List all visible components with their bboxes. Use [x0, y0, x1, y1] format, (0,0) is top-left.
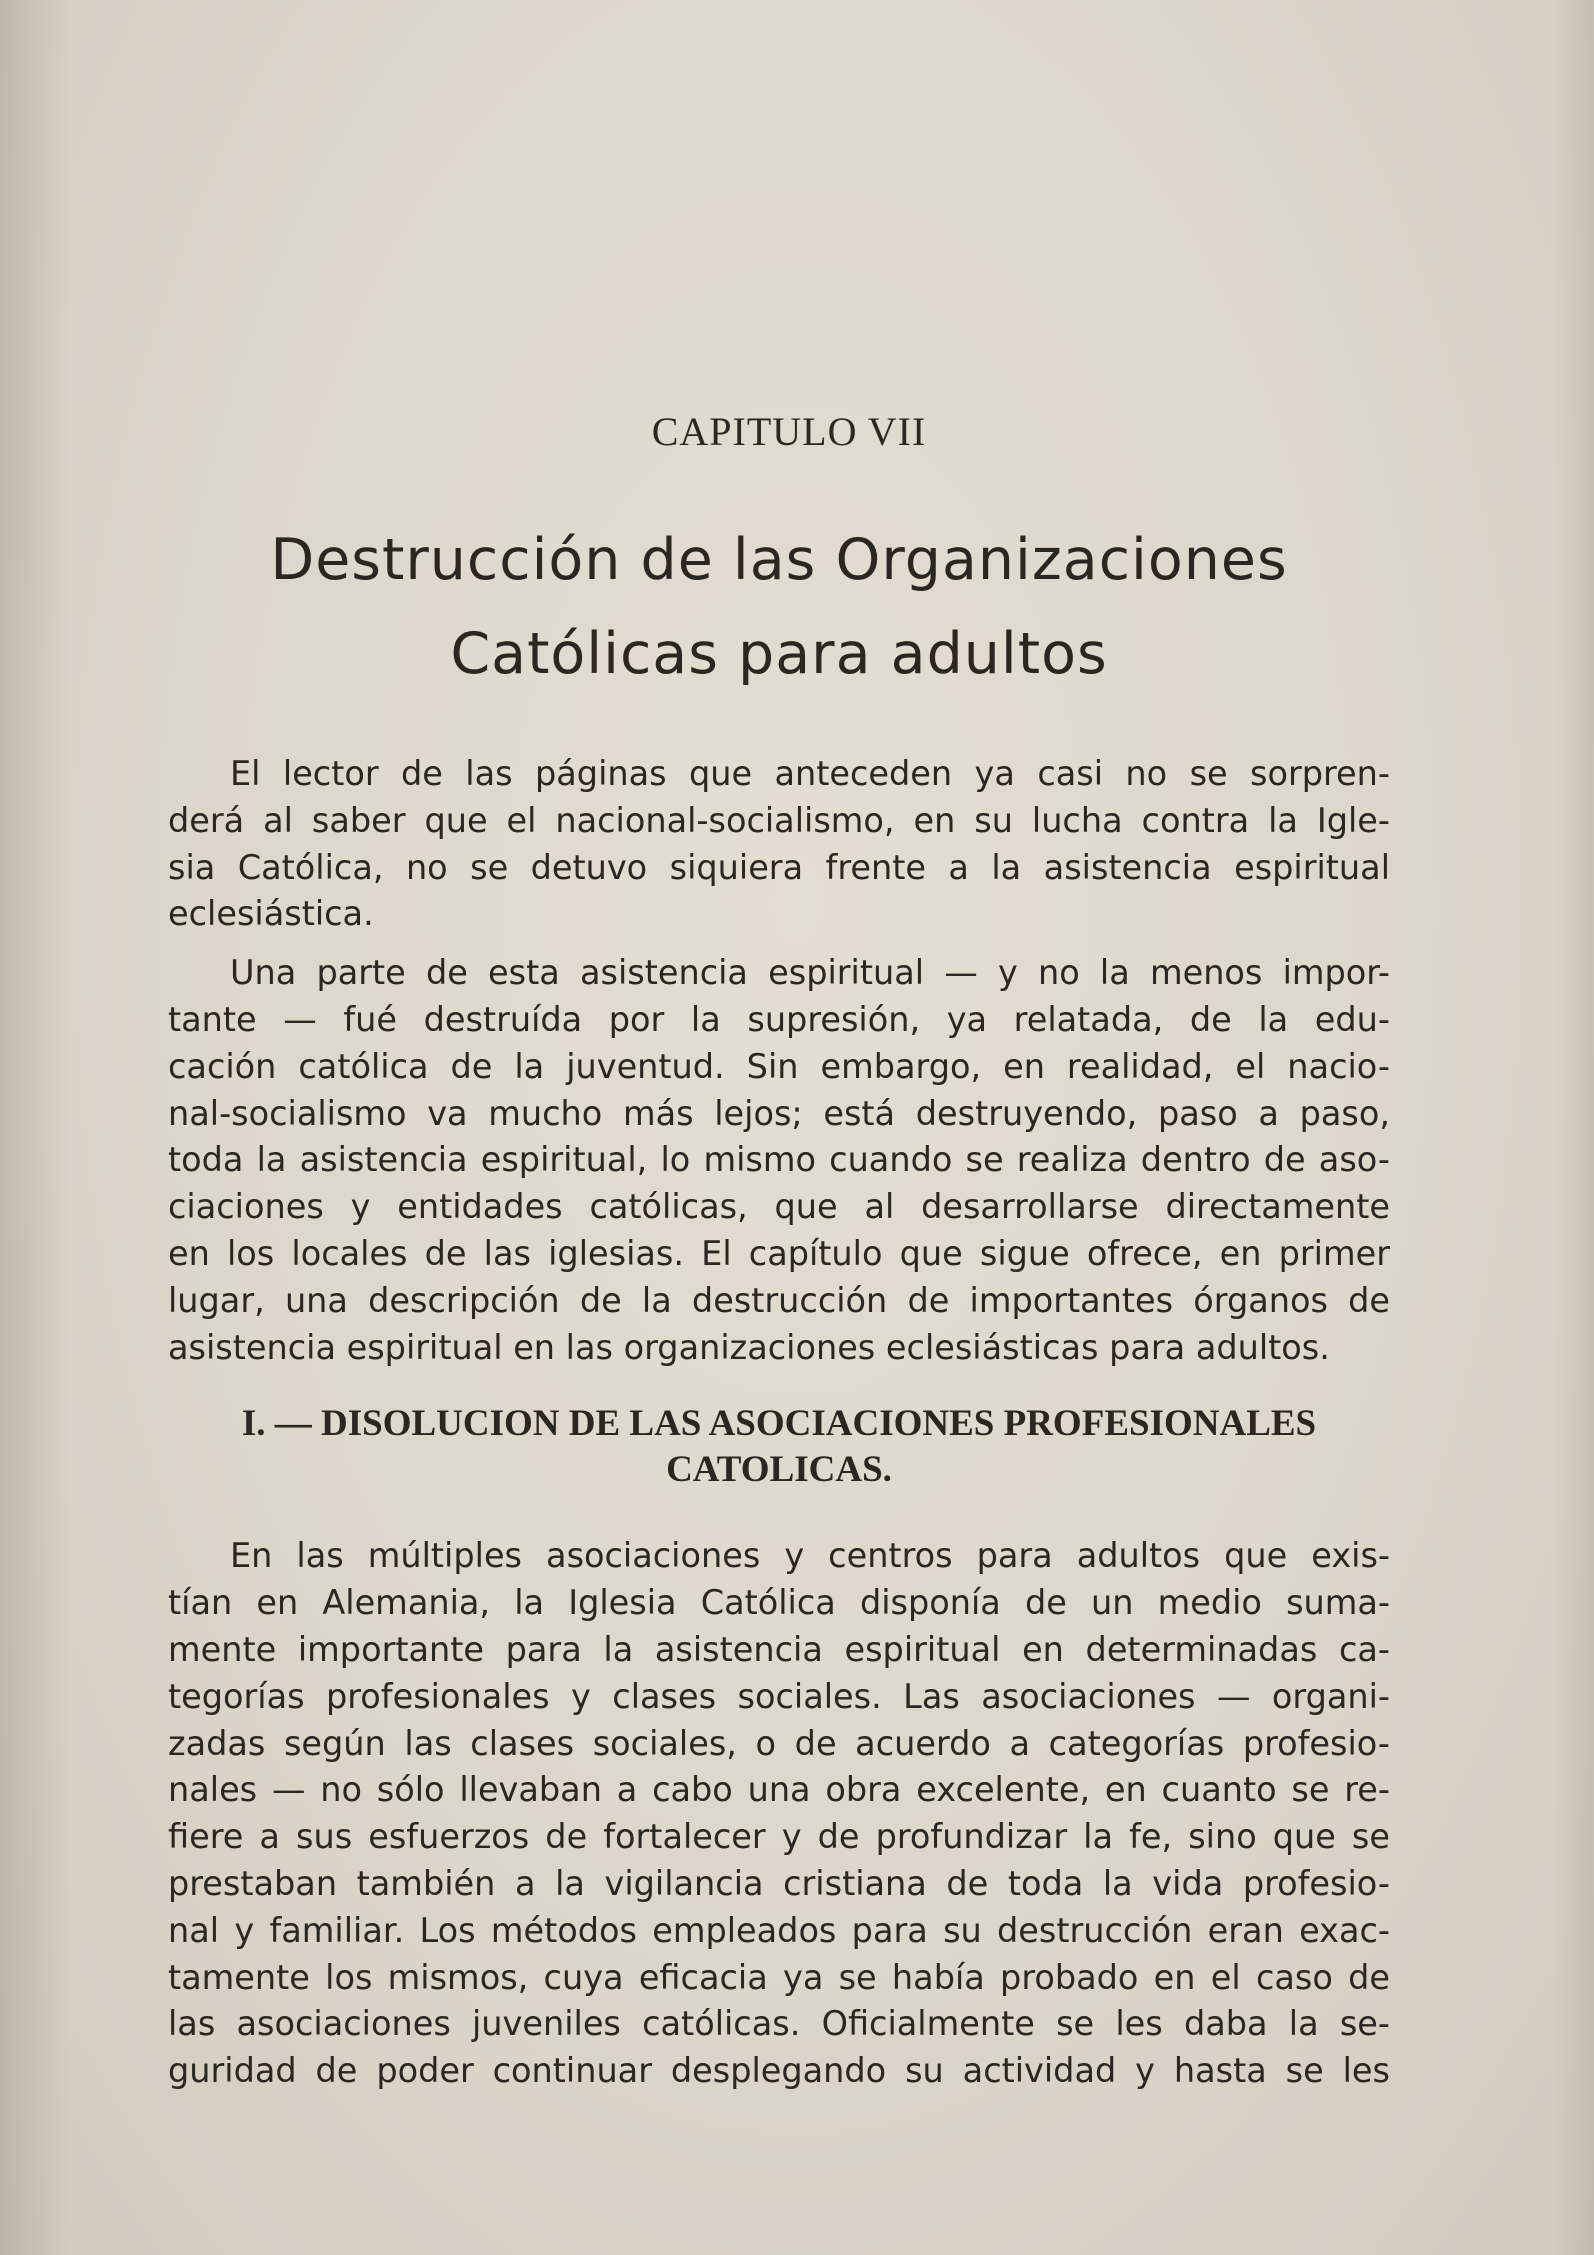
paragraph-3-line: tamente los mismos, cuya eficacia ya se había probado en el caso de	[168, 1957, 1390, 1997]
paragraph-3-line: guridad de poder continuar desplegando su actividad y hasta se les	[168, 2051, 1390, 2091]
paragraph-3-line: mente importante para la asistencia espiritual en determinadas ca-	[168, 1629, 1390, 1669]
paragraph-3-line: En las múltiples asociaciones y centros para adultos que exis-	[230, 1536, 1390, 1576]
chapter-title-line-1: Destrucción de las Organizaciones	[270, 527, 1288, 593]
paragraph-2-line: asistencia espiritual en las organizaciones eclesiásticas para adultos.	[168, 1327, 1330, 1367]
paragraph-3-line: prestaban también a la vigilancia cristiana de toda la vida profesio-	[168, 1863, 1390, 1903]
paragraph-3-line: nal y familiar. Los métodos empleados para su destrucción eran exac-	[168, 1910, 1390, 1950]
paragraph-3-line: tegorías profesionales y clases sociales. Las asociaciones — organi-	[168, 1676, 1390, 1716]
paragraph-3-line: las asociaciones juveniles católicas. Oficialmente se les daba la se-	[168, 2004, 1390, 2044]
paragraph-1-line: sia Católica, no se detuvo siquiera frente a la asistencia espiritual	[168, 847, 1390, 887]
section-heading-line-2: CATOLICAS.	[666, 1449, 892, 1491]
paragraph-3-line: nales — no sólo llevaban a cabo una obra excelente, en cuanto se re-	[168, 1770, 1390, 1810]
paragraph-2-line: Una parte de esta asistencia espiritual — y no la menos impor-	[230, 953, 1390, 993]
paragraph-2-line: lugar, una descripción de la destrucción de importantes órganos de	[168, 1280, 1390, 1320]
paragraph-2-line: tante — fué destruída por la supresión, ya relatada, de la edu-	[168, 999, 1390, 1039]
paragraph-3-line: zadas según las clases sociales, o de acuerdo a categorías profesio-	[168, 1723, 1390, 1763]
paragraph-1-line: eclesiástica.	[168, 894, 374, 934]
page-content	[168, 396, 1390, 2095]
paragraph-2-line: en los locales de las iglesias. El capítulo que sigue ofrece, en primer	[168, 1233, 1390, 1273]
paragraph-1-line: derá al saber que el nacional-socialismo, en su lucha contra la Igle-	[168, 800, 1390, 840]
paragraph-1-line: El lector de las páginas que anteceden ya casi no se sorpren-	[230, 754, 1390, 793]
section-heading-line-1: I. — DISOLUCION DE LAS ASOCIACIONES PROFESIONALES	[241, 1403, 1317, 1445]
section-heading	[168, 1401, 1390, 1493]
chapter-title	[168, 513, 1390, 701]
paragraph-2-line: ciaciones y entidades católicas, que al desarrollarse directamente	[168, 1187, 1390, 1227]
paragraph-3-line: tían en Alemania, la Iglesia Católica disponía de un medio suma-	[168, 1583, 1390, 1623]
paragraph-2	[168, 950, 1390, 1371]
chapter-title-line-2: Católicas para adultos	[450, 621, 1108, 687]
body-text	[168, 751, 1390, 2095]
chapter-label: CAPITULO VII	[651, 409, 927, 454]
paragraph-3	[168, 1533, 1390, 2095]
paragraph-2-line: cación católica de la juventud. Sin embargo, en realidad, el nacio-	[168, 1046, 1390, 1086]
paragraph-2-line: toda la asistencia espiritual, lo mismo cuando se realiza dentro de aso-	[168, 1140, 1390, 1180]
paragraph-1	[168, 751, 1390, 938]
paragraph-3-line: fiere a sus esfuerzos de fortalecer y de profundizar la fe, sino que se	[168, 1817, 1390, 1857]
paragraph-2-line: nal-socialismo va mucho más lejos; está destruyendo, paso a paso,	[168, 1093, 1390, 1133]
